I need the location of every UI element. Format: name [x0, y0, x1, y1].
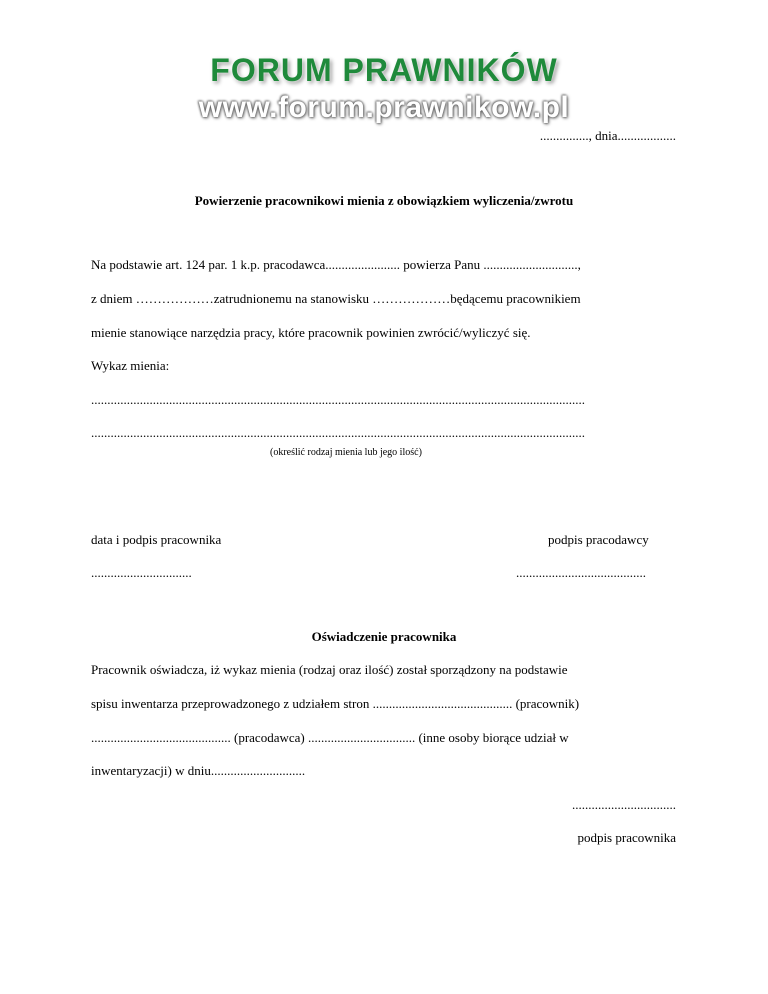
statement-line-4: inwentaryzacji) w dniu.............................	[91, 763, 306, 778]
logo-url: www.forum.prawnikow.pl	[198, 91, 570, 124]
statement-line-1: Pracownik oświadcza, iż wykaz mienia (rodzaj oraz ilość) został sporządzony na podstawie	[91, 662, 568, 677]
employer-signature-label: podpis pracodawcy	[548, 532, 649, 547]
body-line-2: z dniem ………………zatrudnionemu na stanowisku ………………będącemu pracownikiem	[91, 291, 581, 306]
logo-title: FORUM PRAWNIKÓW	[210, 52, 558, 88]
statement-line-3: ........................................... (pracodawca) ................................. (inne osoby biorące udział w	[91, 730, 569, 745]
document-title: Powierzenie pracownikowi mienia z obowiązkiem wyliczenia/zwrotu	[194, 193, 574, 208]
statement-signature-dots: ................................	[572, 797, 676, 812]
body-line-3: mienie stanowiące narzędzia pracy, które pracownik powinien zwrócić/wyliczyć się.	[91, 325, 531, 340]
property-list-label: Wykaz mienia:	[91, 358, 170, 373]
statement-title: Oświadczenie pracownika	[311, 629, 457, 644]
property-list-dots-1: ........................................................................................................................................................	[91, 392, 585, 407]
statement-line-2: spisu inwentarza przeprowadzonego z udziałem stron ........................................... (pracownik)	[91, 696, 580, 711]
employee-signature-label: data i podpis pracownika	[91, 532, 222, 547]
employer-signature-dots: ........................................	[516, 565, 646, 580]
property-hint: (określić rodzaj mienia lub jego ilość)	[270, 447, 422, 458]
employee-signature-dots: ...............................	[91, 565, 192, 580]
body-line-1: Na podstawie art. 124 par. 1 k.p. pracodawca....................... powierza Panu .............................,	[91, 257, 581, 272]
place-date-field: ..............., dnia..................	[539, 128, 676, 143]
statement-signature-label: podpis pracownika	[577, 830, 676, 845]
property-list-dots-2: ........................................................................................................................................................	[91, 425, 585, 440]
